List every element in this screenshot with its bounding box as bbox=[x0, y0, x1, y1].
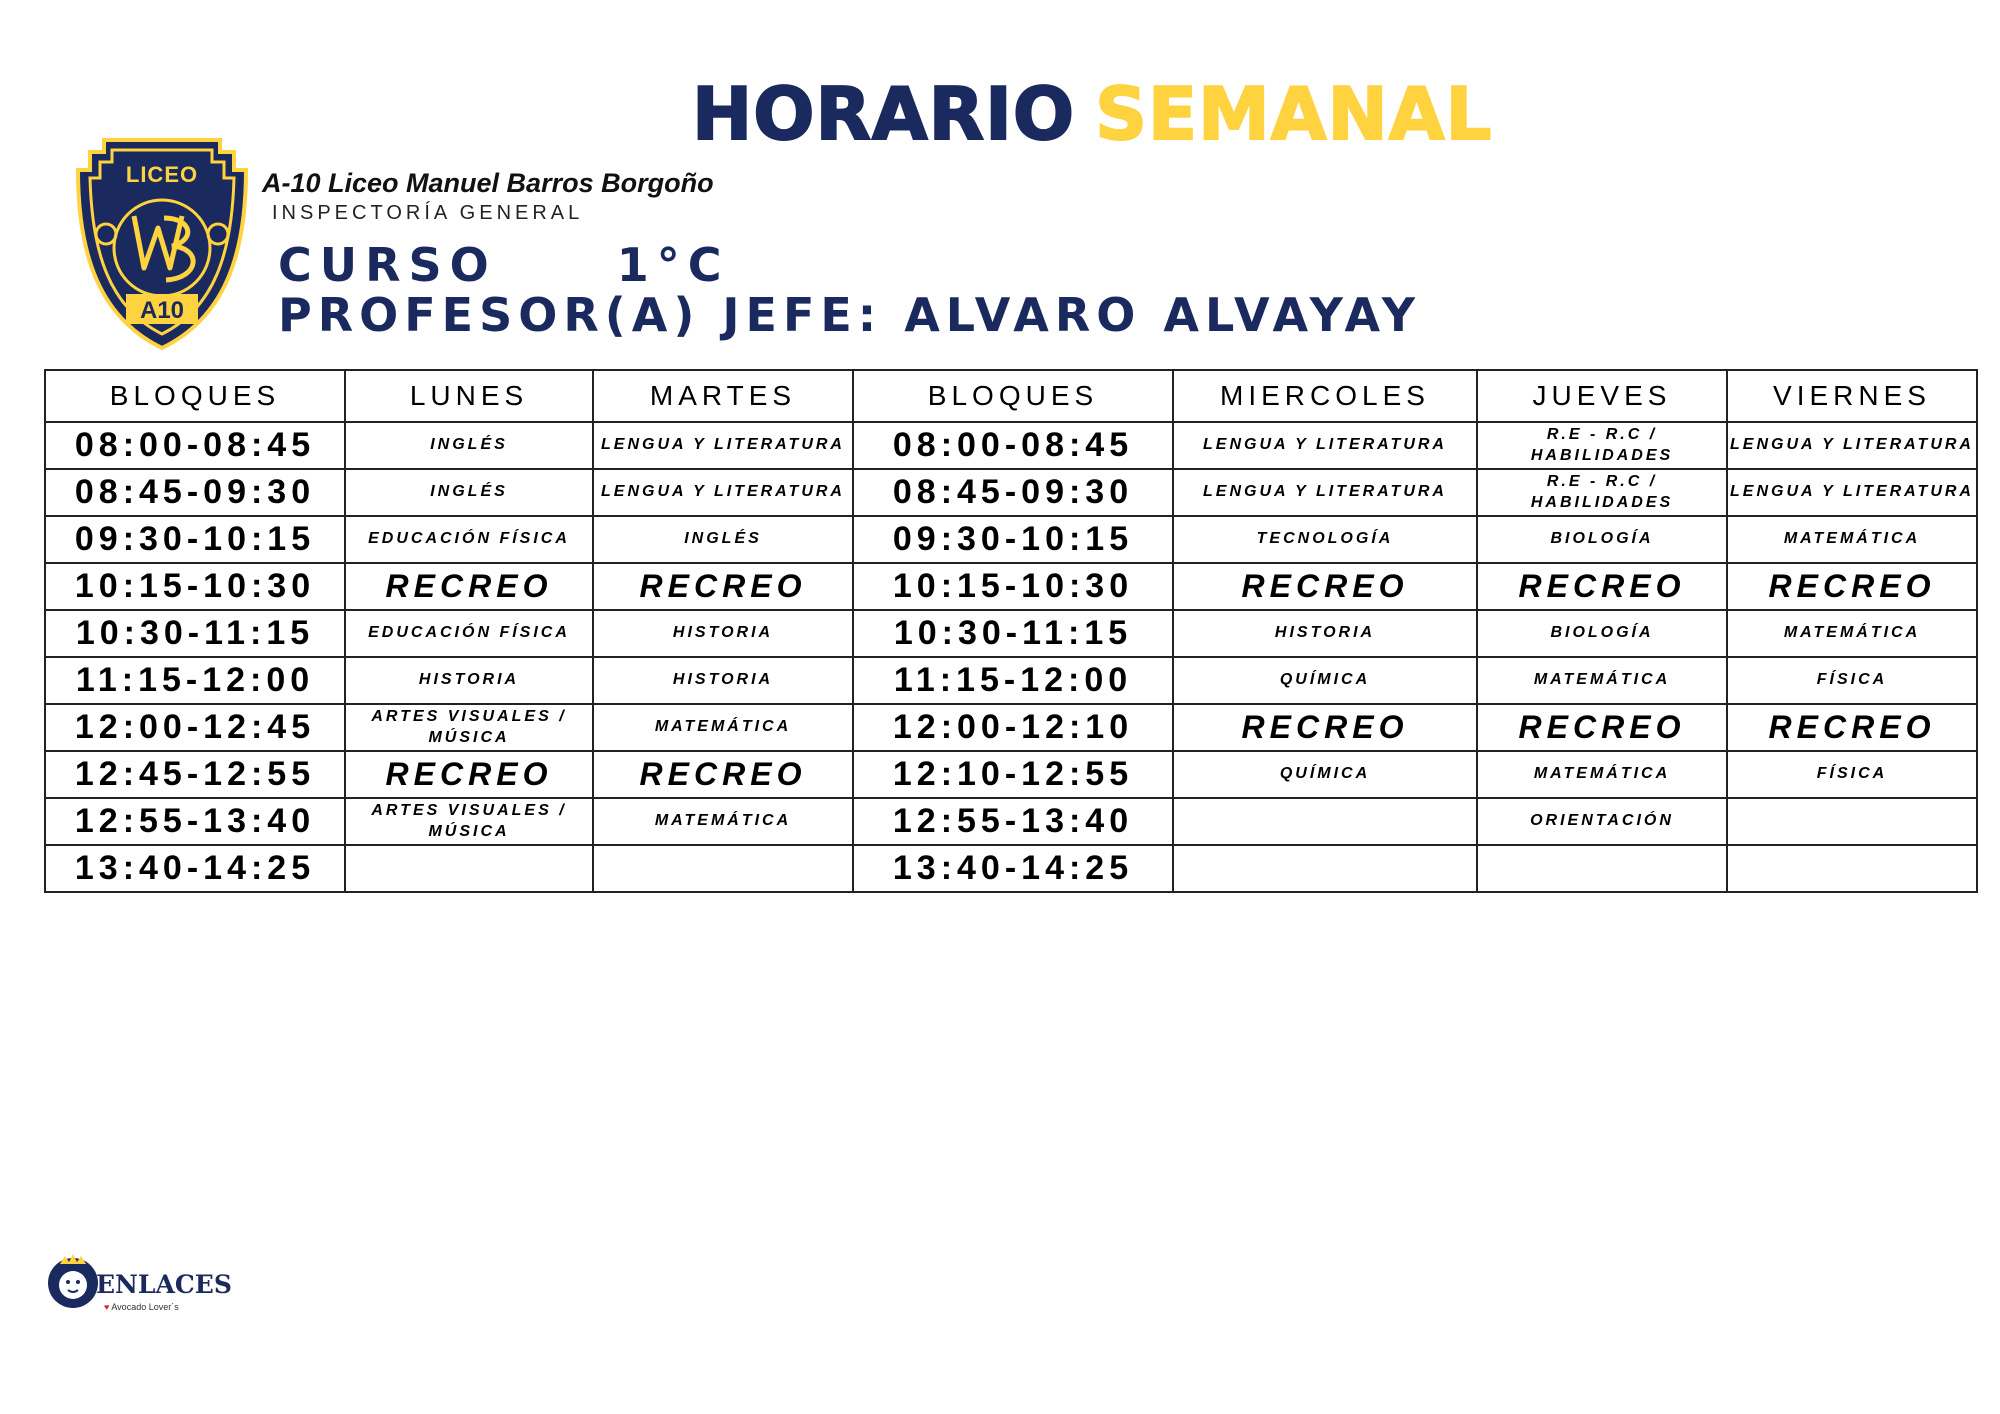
time-block-cell: 13:40-14:25 bbox=[45, 845, 345, 892]
subject-cell: MATEMÁTICA bbox=[1477, 751, 1727, 798]
table-row bbox=[45, 422, 1977, 469]
table-row bbox=[45, 798, 1977, 845]
recess-cell: RECREO bbox=[593, 751, 853, 798]
footer-tagline bbox=[104, 1302, 179, 1312]
table-row bbox=[45, 704, 1977, 751]
header-cell: BLOQUES bbox=[853, 370, 1173, 422]
subject-cell: MATEMÁTICA bbox=[593, 798, 853, 845]
subject-cell: HISTORIA bbox=[345, 657, 593, 704]
table-row bbox=[45, 751, 1977, 798]
subject-cell: LENGUA Y LITERATURA bbox=[1173, 469, 1477, 516]
subject-cell: MATEMÁTICA bbox=[1477, 657, 1727, 704]
subject-cell: HISTORIA bbox=[593, 657, 853, 704]
header-cell: JUEVES bbox=[1477, 370, 1727, 422]
time-block-cell: 10:15-10:30 bbox=[45, 563, 345, 610]
subject-cell: HISTORIA bbox=[1173, 610, 1477, 657]
empty-cell bbox=[1173, 798, 1477, 845]
time-block-cell: 12:45-12:55 bbox=[45, 751, 345, 798]
header-cell: MARTES bbox=[593, 370, 853, 422]
crest-top-text: LICEO bbox=[125, 162, 199, 187]
time-block-cell: 12:00-12:45 bbox=[45, 704, 345, 751]
school-crest-logo bbox=[74, 136, 250, 352]
time-block-cell: 08:45-09:30 bbox=[853, 469, 1173, 516]
subject-cell: HISTORIA bbox=[593, 610, 853, 657]
time-block-cell: 11:15-12:00 bbox=[45, 657, 345, 704]
head-teacher: PROFESOR(A) JEFE: ALVARO ALVAYAY bbox=[278, 288, 1422, 342]
empty-cell bbox=[1727, 798, 1977, 845]
time-block-cell: 12:55-13:40 bbox=[853, 798, 1173, 845]
time-block-cell: 09:30-10:15 bbox=[853, 516, 1173, 563]
recess-cell: RECREO bbox=[1173, 563, 1477, 610]
recess-cell: RECREO bbox=[1173, 704, 1477, 751]
header-cell: BLOQUES bbox=[45, 370, 345, 422]
recess-cell: RECREO bbox=[345, 751, 593, 798]
time-block-cell: 09:30-10:15 bbox=[45, 516, 345, 563]
recess-cell: RECREO bbox=[345, 563, 593, 610]
subject-cell: QUÍMICA bbox=[1173, 751, 1477, 798]
subject-cell: BIOLOGÍA bbox=[1477, 610, 1727, 657]
subject-cell: ORIENTACIÓN bbox=[1477, 798, 1727, 845]
header-cell: LUNES bbox=[345, 370, 593, 422]
subject-cell: TECNOLOGÍA bbox=[1173, 516, 1477, 563]
subject-cell: INGLÉS bbox=[593, 516, 853, 563]
heart-icon: ♥ bbox=[104, 1302, 110, 1312]
recess-cell: RECREO bbox=[1727, 563, 1977, 610]
header-cell: MIERCOLES bbox=[1173, 370, 1477, 422]
time-block-cell: 12:00-12:10 bbox=[853, 704, 1173, 751]
title-semanal: SEMANAL bbox=[1095, 72, 1493, 156]
footer-brand: ENLACES bbox=[96, 1270, 232, 1299]
time-block-cell: 08:00-08:45 bbox=[45, 422, 345, 469]
subject-cell: INGLÉS bbox=[345, 469, 593, 516]
header-row bbox=[45, 370, 1977, 422]
subject-cell: LENGUA Y LITERATURA bbox=[593, 469, 853, 516]
header-cell: VIERNES bbox=[1727, 370, 1977, 422]
school-name: A-10 Liceo Manuel Barros Borgoño bbox=[262, 168, 714, 198]
lion-crown-icon bbox=[44, 1252, 102, 1310]
subject-cell: ARTES VISUALES / MÚSICA bbox=[345, 704, 593, 751]
subject-cell: INGLÉS bbox=[345, 422, 593, 469]
time-block-cell: 10:30-11:15 bbox=[853, 610, 1173, 657]
subject-cell: R.E - R.C / HABILIDADES bbox=[1477, 422, 1727, 469]
time-block-cell: 10:30-11:15 bbox=[45, 610, 345, 657]
schedule-table bbox=[44, 369, 1978, 893]
subject-cell: MATEMÁTICA bbox=[1727, 610, 1977, 657]
recess-cell: RECREO bbox=[1477, 563, 1727, 610]
recess-cell: RECREO bbox=[593, 563, 853, 610]
time-block-cell: 12:10-12:55 bbox=[853, 751, 1173, 798]
time-block-cell: 11:15-12:00 bbox=[853, 657, 1173, 704]
subject-cell: MATEMÁTICA bbox=[593, 704, 853, 751]
subject-cell: LENGUA Y LITERATURA bbox=[593, 422, 853, 469]
recess-cell: RECREO bbox=[1477, 704, 1727, 751]
subject-cell: LENGUA Y LITERATURA bbox=[1727, 469, 1977, 516]
subject-cell: EDUCACIÓN FÍSICA bbox=[345, 610, 593, 657]
course-value: 1°C bbox=[616, 238, 730, 292]
table-row bbox=[45, 657, 1977, 704]
subject-cell: LENGUA Y LITERATURA bbox=[1727, 422, 1977, 469]
subject-cell: BIOLOGÍA bbox=[1477, 516, 1727, 563]
table-row bbox=[45, 845, 1977, 892]
time-block-cell: 08:00-08:45 bbox=[853, 422, 1173, 469]
empty-cell bbox=[1477, 845, 1727, 892]
empty-cell bbox=[1173, 845, 1477, 892]
footer-tagline-text: Avocado Lover´s bbox=[111, 1302, 179, 1312]
subject-cell: FÍSICA bbox=[1727, 657, 1977, 704]
subject-cell: EDUCACIÓN FÍSICA bbox=[345, 516, 593, 563]
table-row bbox=[45, 563, 1977, 610]
subject-cell: R.E - R.C / HABILIDADES bbox=[1477, 469, 1727, 516]
time-block-cell: 13:40-14:25 bbox=[853, 845, 1173, 892]
table-row bbox=[45, 516, 1977, 563]
empty-cell bbox=[1727, 845, 1977, 892]
time-block-cell: 10:15-10:30 bbox=[853, 563, 1173, 610]
subject-cell: FÍSICA bbox=[1727, 751, 1977, 798]
department-label: INSPECTORÍA GENERAL bbox=[272, 202, 584, 224]
subject-cell: ARTES VISUALES / MÚSICA bbox=[345, 798, 593, 845]
recess-cell: RECREO bbox=[1727, 704, 1977, 751]
course-label: CURSO bbox=[278, 238, 497, 292]
empty-cell bbox=[345, 845, 593, 892]
crest-bottom-text: A10 bbox=[139, 297, 185, 324]
table-row bbox=[45, 469, 1977, 516]
subject-cell: MATEMÁTICA bbox=[1727, 516, 1977, 563]
table-row bbox=[45, 610, 1977, 657]
time-block-cell: 08:45-09:30 bbox=[45, 469, 345, 516]
empty-cell bbox=[593, 845, 853, 892]
subject-cell: QUÍMICA bbox=[1173, 657, 1477, 704]
subject-cell: LENGUA Y LITERATURA bbox=[1173, 422, 1477, 469]
title-horario: HORARIO bbox=[692, 72, 1076, 156]
course-line bbox=[278, 238, 730, 292]
time-block-cell: 12:55-13:40 bbox=[45, 798, 345, 845]
page-title bbox=[692, 72, 1493, 156]
